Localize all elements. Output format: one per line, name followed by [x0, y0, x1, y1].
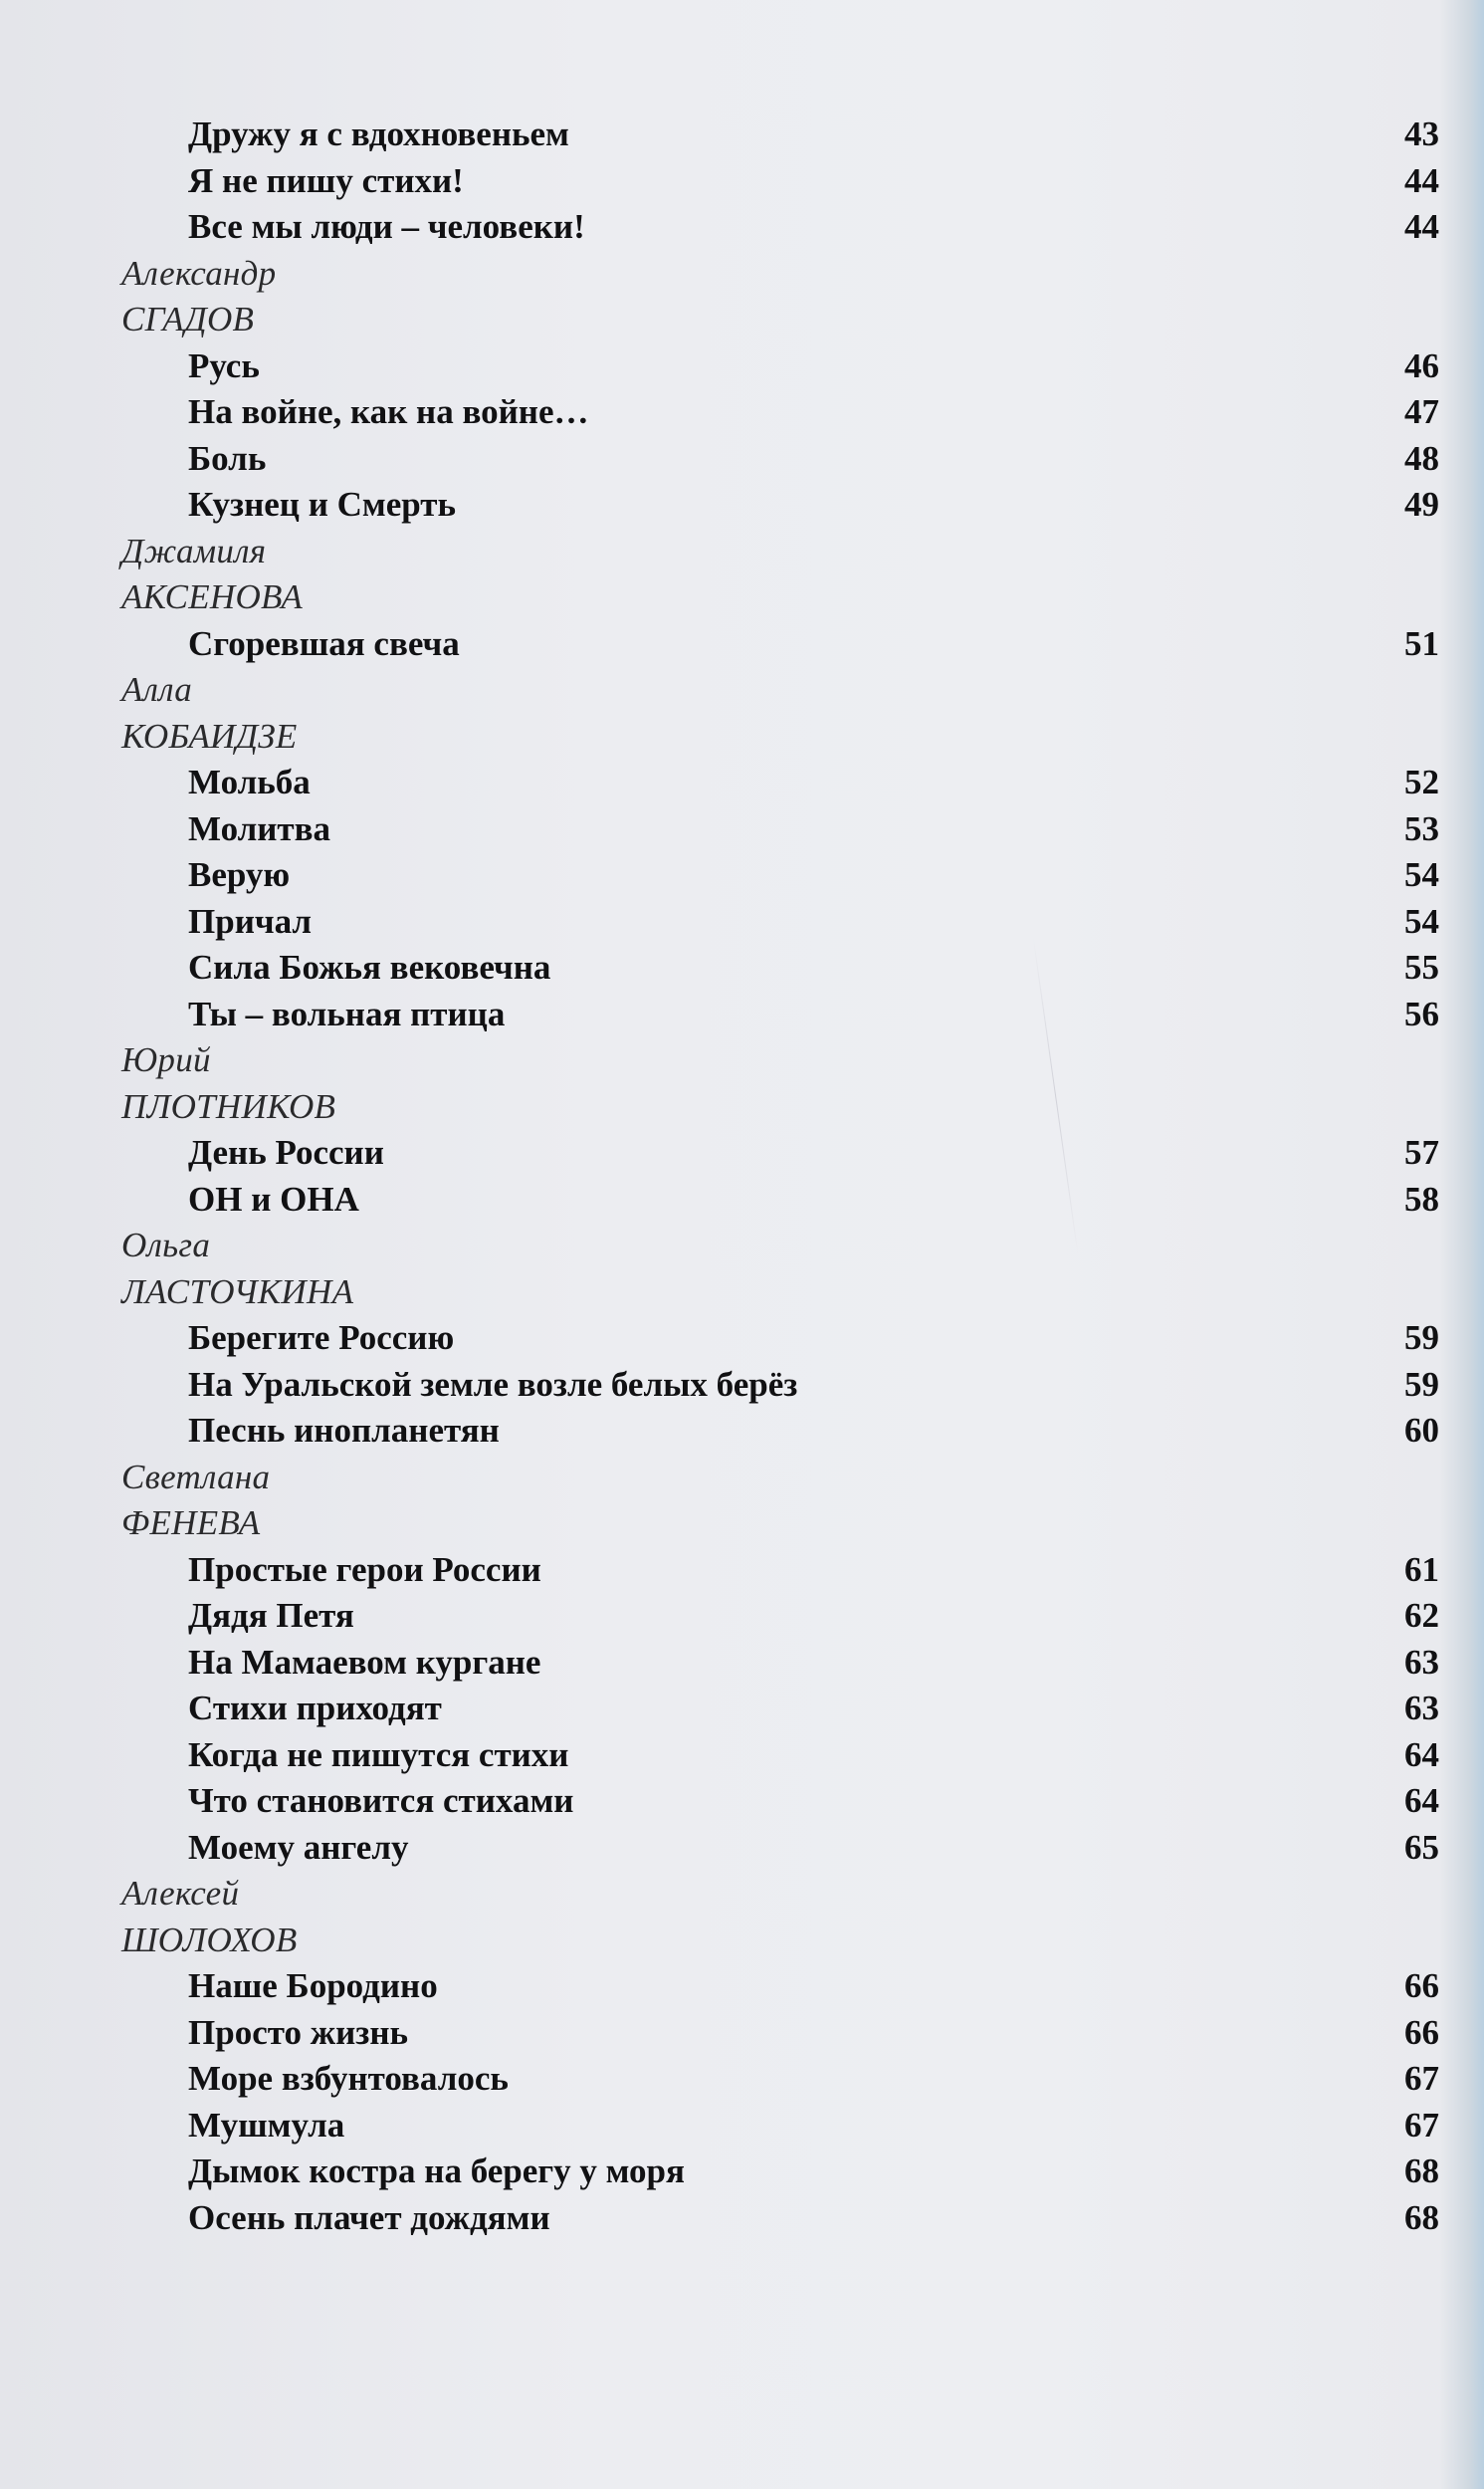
toc-entry	[0, 1177, 1484, 1224]
toc-entry-title: Берегите Россию	[188, 1318, 455, 1357]
author-name: Александр	[121, 253, 277, 293]
toc-entry-page-number: 66	[1404, 2012, 1439, 2052]
toc-entry	[0, 1547, 1484, 1594]
toc-entry-page-number: 60	[1404, 1411, 1439, 1450]
toc-entry-title: Простые герои России	[188, 1549, 541, 1589]
toc-entry	[0, 1732, 1484, 1779]
toc-entry	[0, 1963, 1484, 2010]
toc-entry-page-number: 48	[1404, 438, 1439, 478]
toc-entry-page-number: 68	[1404, 2151, 1439, 2190]
toc-entry	[0, 436, 1484, 483]
toc-entry-title: Дружу я с вдохновеньем	[188, 114, 569, 153]
toc-entry-title: Дядя Петя	[188, 1596, 354, 1635]
toc-entry-title: На Мамаевом кургане	[188, 1642, 541, 1682]
toc-entry	[0, 343, 1484, 390]
toc-entry-page-number: 68	[1404, 2197, 1439, 2237]
author-name: КОБАИДЗЕ	[121, 716, 298, 756]
toc-entry	[0, 1825, 1484, 1872]
toc-entry-title: Все мы люди – человеки!	[188, 207, 585, 246]
toc-entry-title: Дымок костра на берегу у моря	[188, 2151, 685, 2190]
author-name: ФЕНЕВА	[121, 1503, 261, 1542]
toc-entry-title: Наше Бородино	[188, 1966, 438, 2005]
toc-entry-page-number: 54	[1404, 855, 1439, 894]
toc-entry-title: Верую	[188, 855, 291, 894]
author-name: Светлана	[121, 1457, 271, 1496]
toc-entry	[0, 2103, 1484, 2150]
toc-entry-title: Я не пишу стихи!	[188, 160, 464, 200]
toc-entry	[0, 2056, 1484, 2103]
toc-entry	[0, 112, 1484, 158]
toc-entry-page-number: 62	[1404, 1596, 1439, 1635]
toc-entry	[0, 852, 1484, 899]
toc-entry-title: Молитва	[188, 808, 331, 848]
toc-entry-title: Сгоревшая свеча	[188, 623, 460, 663]
toc-entry	[0, 806, 1484, 853]
toc-entry-title: Мольба	[188, 763, 311, 801]
toc-entry-title: Когда не пишутся стихи	[188, 1734, 569, 1774]
toc-entry-title: Сила Божья вековечна	[188, 948, 551, 987]
toc-entry-title: Осень плачет дождями	[188, 2197, 550, 2237]
toc-entry-title: Русь	[188, 345, 260, 385]
toc-entry	[0, 204, 1484, 251]
toc-entry-page-number: 49	[1404, 485, 1439, 524]
toc-entry-page-number: 57	[1404, 1133, 1439, 1172]
toc-entry	[0, 2010, 1484, 2057]
author-name: ШОЛОХОВ	[121, 1920, 298, 1959]
toc-entry-title: Моему ангелу	[188, 1827, 409, 1867]
toc-entry-title: Море взбунтовалось	[188, 2059, 509, 2098]
toc-entry-page-number: 63	[1404, 1689, 1439, 1727]
toc-entry-page-number: 58	[1404, 1179, 1439, 1219]
toc-entry-page-number: 52	[1404, 763, 1439, 801]
author-name: Алла	[121, 670, 193, 709]
author-name: Юрий	[121, 1040, 211, 1079]
toc-entry	[0, 1315, 1484, 1362]
toc-entry	[0, 389, 1484, 436]
author-name: Джамиля	[121, 531, 267, 570]
toc-entry	[0, 1130, 1484, 1177]
toc-entry	[0, 1686, 1484, 1732]
toc-entry-title: Мушмула	[188, 2105, 345, 2145]
author-name: Ольга	[121, 1226, 211, 1264]
toc-entry-page-number: 44	[1404, 160, 1439, 200]
toc-entry-title: На Уральской земле возле белых берёз	[188, 1364, 798, 1404]
toc-entry-title: Причал	[188, 901, 313, 941]
author-name: АКСЕНОВА	[121, 577, 304, 616]
toc-entry-page-number: 61	[1404, 1549, 1439, 1589]
toc-entry-title: Песнь инопланетян	[188, 1411, 500, 1450]
toc-entry	[0, 1778, 1484, 1825]
toc-entry	[0, 482, 1484, 529]
toc-entry-page-number: 59	[1404, 1318, 1439, 1357]
toc-entry-page-number: 44	[1404, 207, 1439, 246]
toc-entry-page-number: 65	[1404, 1827, 1439, 1867]
toc-entry-title: Кузнец и Смерть	[188, 485, 456, 524]
toc-entry-page-number: 53	[1404, 808, 1439, 848]
toc-entry-page-number: 56	[1404, 994, 1439, 1033]
toc-entry-page-number: 63	[1404, 1642, 1439, 1682]
toc-entry-page-number: 46	[1404, 345, 1439, 385]
toc-entry-title: ОН и ОНА	[188, 1179, 359, 1219]
toc-entry-page-number: 64	[1404, 1734, 1439, 1774]
author-name: Алексей	[121, 1874, 240, 1913]
toc-entry-page-number: 66	[1404, 1966, 1439, 2005]
toc-entry	[0, 2149, 1484, 2195]
toc-entry	[0, 2195, 1484, 2242]
author-name: ЛАСТОЧКИНА	[121, 1271, 354, 1311]
author-name: СГАДОВ	[121, 300, 255, 339]
toc-entry-page-number: 43	[1404, 114, 1439, 153]
toc-entry	[0, 945, 1484, 992]
toc-entry	[0, 760, 1484, 806]
toc-entry-page-number: 67	[1404, 2059, 1439, 2098]
toc-entry-page-number: 67	[1404, 2105, 1439, 2145]
toc-entry-title: Боль	[188, 438, 267, 478]
toc-entry	[0, 899, 1484, 946]
toc-entry-page-number: 54	[1404, 901, 1439, 941]
toc-entry	[0, 1408, 1484, 1455]
toc-entry-title: Ты – вольная птица	[188, 994, 506, 1033]
toc-entry	[0, 158, 1484, 205]
toc-entry-page-number: 59	[1404, 1364, 1439, 1404]
toc-entry-title: Что становится стихами	[188, 1781, 574, 1820]
toc-entry-title: Стихи приходят	[188, 1689, 442, 1727]
author-name: ПЛОТНИКОВ	[121, 1086, 336, 1126]
toc-entry	[0, 1640, 1484, 1687]
toc-entry	[0, 1362, 1484, 1409]
toc-entry-page-number: 47	[1404, 392, 1439, 431]
toc-entry-page-number: 64	[1404, 1781, 1439, 1820]
toc-entry	[0, 992, 1484, 1038]
toc-entry-title: Просто жизнь	[188, 2012, 408, 2052]
toc-entry	[0, 621, 1484, 668]
toc-entry-page-number: 51	[1404, 623, 1439, 663]
toc-entry-page-number: 55	[1404, 948, 1439, 987]
table-of-contents	[0, 112, 1484, 2241]
toc-entry	[0, 1593, 1484, 1640]
toc-entry-title: На войне, как на войне…	[188, 392, 589, 431]
toc-entry-title: День России	[188, 1133, 384, 1172]
